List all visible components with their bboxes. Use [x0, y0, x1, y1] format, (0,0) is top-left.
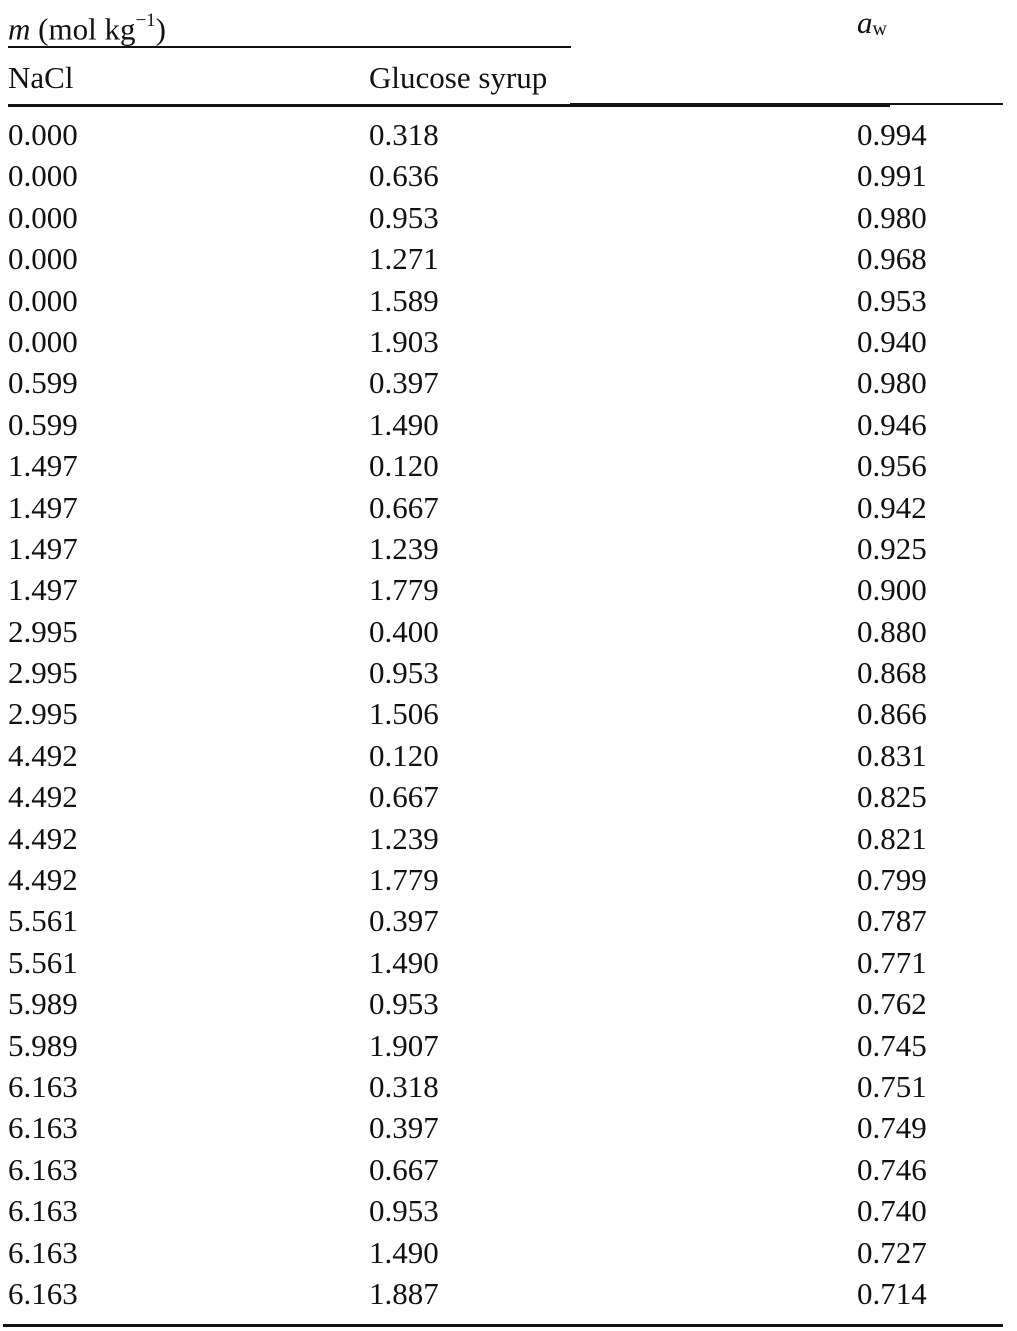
cell-water-activity: 0.821 [857, 820, 927, 856]
cell-nacl: 6.163 [8, 1275, 78, 1311]
cell-nacl: 2.995 [8, 696, 78, 732]
cell-water-activity: 0.714 [857, 1275, 927, 1311]
cell-water-activity: 0.762 [857, 986, 927, 1022]
table-row [0, 611, 1017, 652]
cell-water-activity: 0.991 [857, 158, 927, 194]
cell-water-activity: 0.751 [857, 1068, 927, 1104]
table-row [0, 942, 1017, 983]
table-row [0, 1149, 1017, 1190]
cell-nacl: 6.163 [8, 1234, 78, 1270]
table-row [0, 155, 1017, 196]
cell-water-activity: 0.994 [857, 117, 927, 152]
molality-symbol: m [8, 11, 31, 47]
cell-glucose-syrup: 0.397 [369, 903, 439, 939]
cell-water-activity: 0.825 [857, 779, 927, 815]
aw-subscript: w [872, 18, 887, 40]
table-row [0, 1066, 1017, 1107]
molality-unit-prefix: (mol kg [30, 11, 136, 47]
cell-water-activity: 0.900 [857, 572, 927, 608]
cell-glucose-syrup: 1.239 [369, 530, 439, 566]
cell-water-activity: 0.746 [857, 1151, 927, 1187]
cell-glucose-syrup: 0.397 [369, 365, 439, 401]
column-header-nacl: NaCl [8, 60, 74, 95]
cell-glucose-syrup: 1.239 [369, 820, 439, 856]
cell-glucose-syrup: 0.400 [369, 613, 439, 649]
table-body [0, 114, 1017, 1314]
aw-symbol: a [857, 5, 873, 40]
cell-nacl: 1.497 [8, 572, 78, 608]
table-row [0, 569, 1017, 610]
cell-nacl: 6.163 [8, 1110, 78, 1146]
table-row [0, 114, 1017, 155]
cell-glucose-syrup: 1.490 [369, 944, 439, 980]
cell-nacl: 0.000 [8, 117, 78, 152]
cell-glucose-syrup: 1.490 [369, 406, 439, 442]
cell-nacl: 2.995 [8, 655, 78, 691]
cell-nacl: 5.989 [8, 986, 78, 1022]
cell-nacl: 5.561 [8, 944, 78, 980]
table-row [0, 776, 1017, 817]
table-row [0, 1190, 1017, 1231]
table-row [0, 652, 1017, 693]
table-row [0, 321, 1017, 362]
cell-glucose-syrup: 0.953 [369, 986, 439, 1022]
cell-water-activity: 0.940 [857, 323, 927, 359]
cell-glucose-syrup: 0.120 [369, 448, 439, 484]
cell-water-activity: 0.968 [857, 241, 927, 277]
table-row [0, 528, 1017, 569]
cell-glucose-syrup: 1.271 [369, 241, 439, 277]
cell-water-activity: 0.868 [857, 655, 927, 691]
table-row [0, 693, 1017, 734]
cell-nacl: 4.492 [8, 779, 78, 815]
cell-glucose-syrup: 0.318 [369, 1068, 439, 1104]
cell-glucose-syrup: 0.120 [369, 737, 439, 773]
table-row [0, 1025, 1017, 1066]
table-row [0, 1232, 1017, 1273]
table-row [0, 1107, 1017, 1148]
table-row [0, 859, 1017, 900]
cell-glucose-syrup: 0.318 [369, 117, 439, 152]
cell-glucose-syrup: 1.490 [369, 1234, 439, 1270]
cell-water-activity: 0.956 [857, 448, 927, 484]
cell-glucose-syrup: 1.903 [369, 323, 439, 359]
cell-glucose-syrup: 0.667 [369, 779, 439, 815]
column-header-water-activity [857, 4, 887, 46]
cell-water-activity: 0.799 [857, 862, 927, 898]
cell-glucose-syrup: 1.779 [369, 862, 439, 898]
cell-water-activity: 0.866 [857, 696, 927, 732]
cell-nacl: 0.000 [8, 241, 78, 277]
cell-glucose-syrup: 0.953 [369, 1193, 439, 1229]
cell-glucose-syrup: 0.667 [369, 1151, 439, 1187]
cell-nacl: 1.497 [8, 530, 78, 566]
cell-glucose-syrup: 1.907 [369, 1027, 439, 1063]
table-row [0, 445, 1017, 486]
cell-nacl: 0.000 [8, 158, 78, 194]
cell-nacl: 4.492 [8, 862, 78, 898]
cell-nacl: 1.497 [8, 489, 78, 525]
cell-water-activity: 0.771 [857, 944, 927, 980]
bottom-rule [3, 1324, 1003, 1327]
table-row [0, 487, 1017, 528]
cell-nacl: 0.599 [8, 365, 78, 401]
table-row [0, 238, 1017, 279]
cell-glucose-syrup: 1.589 [369, 282, 439, 318]
cell-water-activity: 0.745 [857, 1027, 927, 1063]
molality-unit-suffix: ) [155, 11, 166, 47]
cell-nacl: 2.995 [8, 613, 78, 649]
cell-water-activity: 0.727 [857, 1234, 927, 1270]
cell-nacl: 6.163 [8, 1193, 78, 1229]
cell-glucose-syrup: 1.506 [369, 696, 439, 732]
cell-water-activity: 0.980 [857, 199, 927, 235]
table-row [0, 197, 1017, 238]
cell-water-activity: 0.749 [857, 1110, 927, 1146]
cell-water-activity: 0.740 [857, 1193, 927, 1229]
cell-nacl: 4.492 [8, 820, 78, 856]
cell-water-activity: 0.942 [857, 489, 927, 525]
cell-nacl: 5.561 [8, 903, 78, 939]
molality-group-header [8, 4, 166, 48]
table-row [0, 735, 1017, 776]
table-row [0, 280, 1017, 321]
table-row [0, 362, 1017, 403]
molality-unit-exponent: −1 [135, 10, 156, 31]
cell-nacl: 0.000 [8, 323, 78, 359]
cell-nacl: 6.163 [8, 1151, 78, 1187]
cell-water-activity: 0.953 [857, 282, 927, 318]
group-header-rule [8, 46, 571, 48]
cell-nacl: 0.000 [8, 282, 78, 318]
cell-water-activity: 0.787 [857, 903, 927, 939]
cell-water-activity: 0.925 [857, 530, 927, 566]
cell-nacl: 0.599 [8, 406, 78, 442]
cell-water-activity: 0.831 [857, 737, 927, 773]
table-row [0, 1273, 1017, 1314]
cell-water-activity: 0.980 [857, 365, 927, 401]
cell-glucose-syrup: 0.953 [369, 199, 439, 235]
header-rule-extension [570, 103, 1003, 105]
table-row [0, 983, 1017, 1024]
cell-nacl: 5.989 [8, 1027, 78, 1063]
cell-glucose-syrup: 1.779 [369, 572, 439, 608]
cell-glucose-syrup: 0.397 [369, 1110, 439, 1146]
cell-nacl: 4.492 [8, 737, 78, 773]
table-row [0, 900, 1017, 941]
table-row [0, 818, 1017, 859]
table-row [0, 404, 1017, 445]
cell-glucose-syrup: 0.667 [369, 489, 439, 525]
cell-glucose-syrup: 1.887 [369, 1275, 439, 1311]
cell-nacl: 1.497 [8, 448, 78, 484]
cell-water-activity: 0.880 [857, 613, 927, 649]
cell-glucose-syrup: 0.953 [369, 655, 439, 691]
cell-water-activity: 0.946 [857, 406, 927, 442]
cell-glucose-syrup: 0.636 [369, 158, 439, 194]
column-header-glucose-syrup: Glucose syrup [369, 60, 548, 95]
cell-nacl: 6.163 [8, 1068, 78, 1104]
cell-nacl: 0.000 [8, 199, 78, 235]
